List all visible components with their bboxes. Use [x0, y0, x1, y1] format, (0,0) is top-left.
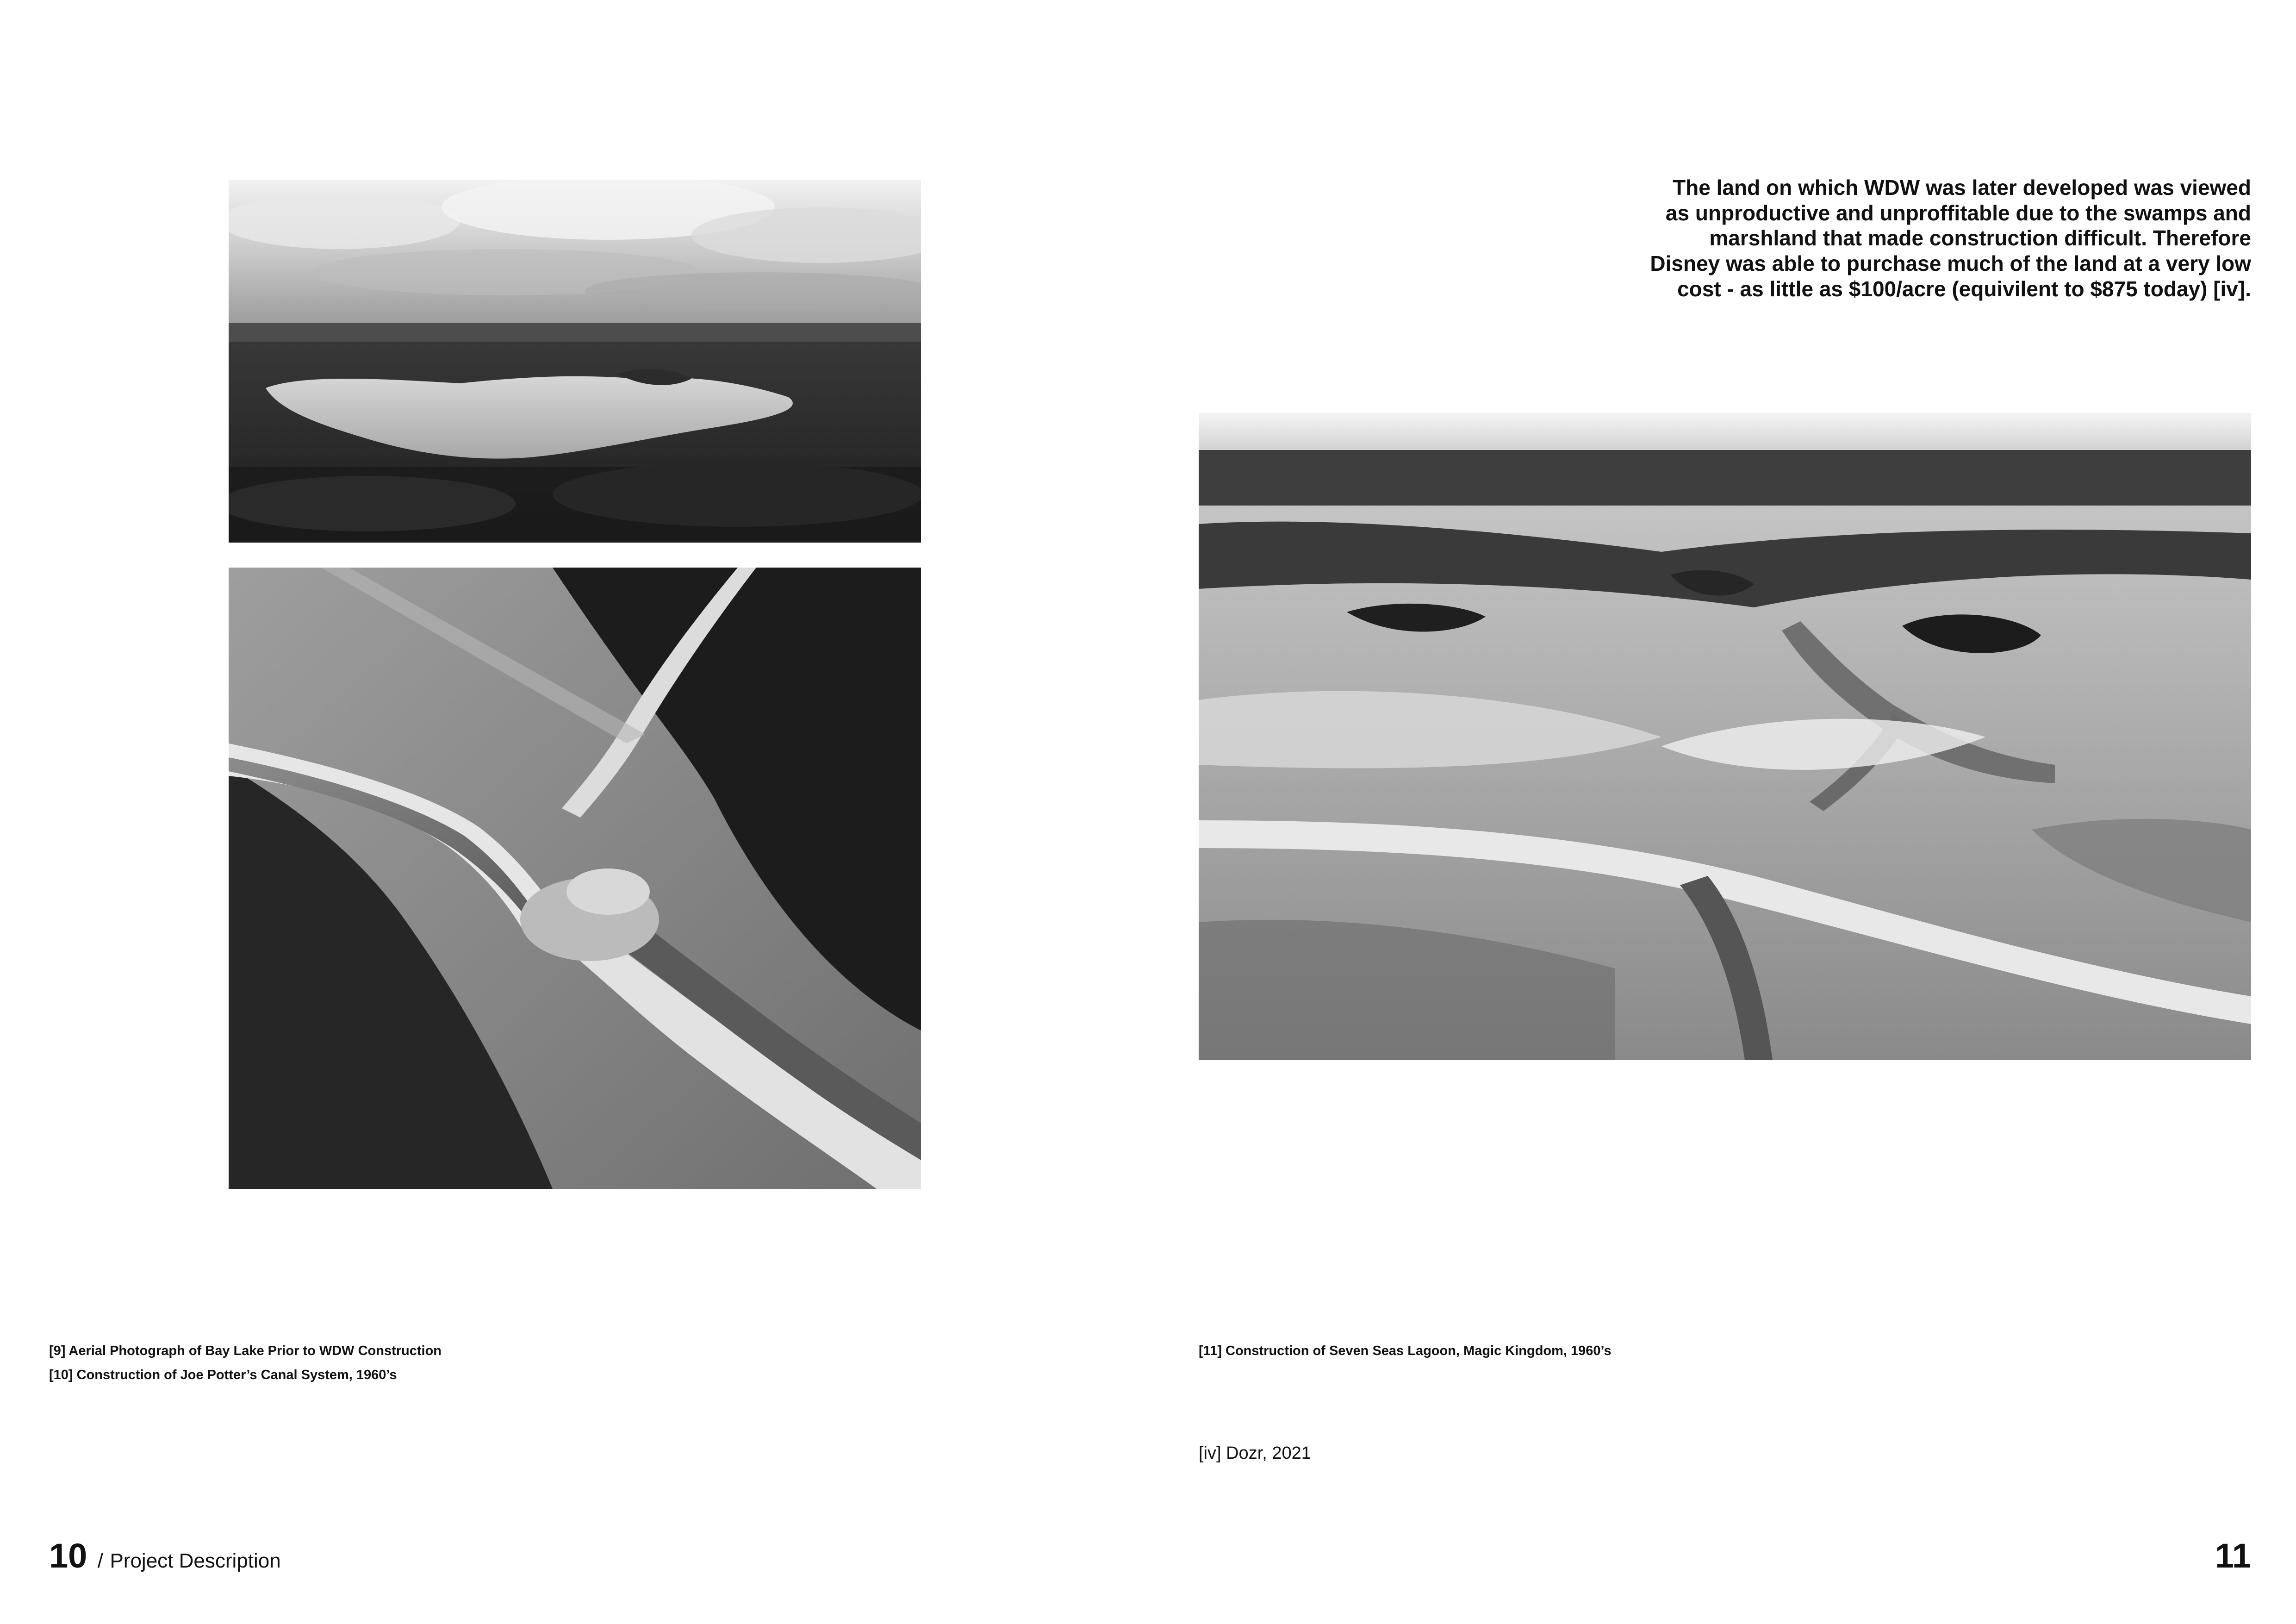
bay-lake-aerial-photo: [229, 180, 921, 543]
body-text-line: Disney was able to purchase much of the land at a very low: [1650, 251, 2251, 276]
footer-separator: /: [97, 1549, 103, 1572]
footnote: [iv] Dozr, 2021: [1199, 1443, 1311, 1463]
seven-seas-lagoon-construction-photo-graphic: [1199, 413, 2251, 1060]
canal-construction-photo-graphic: [229, 568, 921, 1189]
bay-lake-aerial-photo-graphic: [229, 180, 921, 543]
left-page-captions: [49, 1339, 442, 1387]
body-text: [1548, 175, 2251, 302]
right-page-number: 11: [2215, 1537, 2251, 1575]
section-title: Project Description: [110, 1549, 281, 1572]
body-text-line: marshland that made construction difficult. Therefore: [1709, 226, 2251, 250]
canal-construction-photo: [229, 568, 921, 1189]
body-text-line: as unproductive and unproffitable due to the swamps and: [1665, 200, 2251, 225]
seven-seas-lagoon-construction-photo: [1199, 413, 2251, 1060]
caption-bay-lake: [9] Aerial Photograph of Bay Lake Prior to WDW Construction: [49, 1343, 442, 1358]
body-text-line: cost - as little as $100/acre (equivilent to $875 today) [iv].: [1677, 276, 2251, 301]
body-text-line: The land on which WDW was later developed was viewed: [1673, 175, 2251, 200]
caption-seven-seas-lagoon: [11] Construction of Seven Seas Lagoon, Magic Kingdom, 1960’s: [1199, 1343, 1612, 1358]
left-page-number: 10: [49, 1537, 87, 1575]
right-page-captions: [1199, 1339, 1612, 1363]
caption-canal: [10] Construction of Joe Potter’s Canal System, 1960’s: [49, 1368, 397, 1382]
left-page-footer: [49, 1536, 281, 1575]
